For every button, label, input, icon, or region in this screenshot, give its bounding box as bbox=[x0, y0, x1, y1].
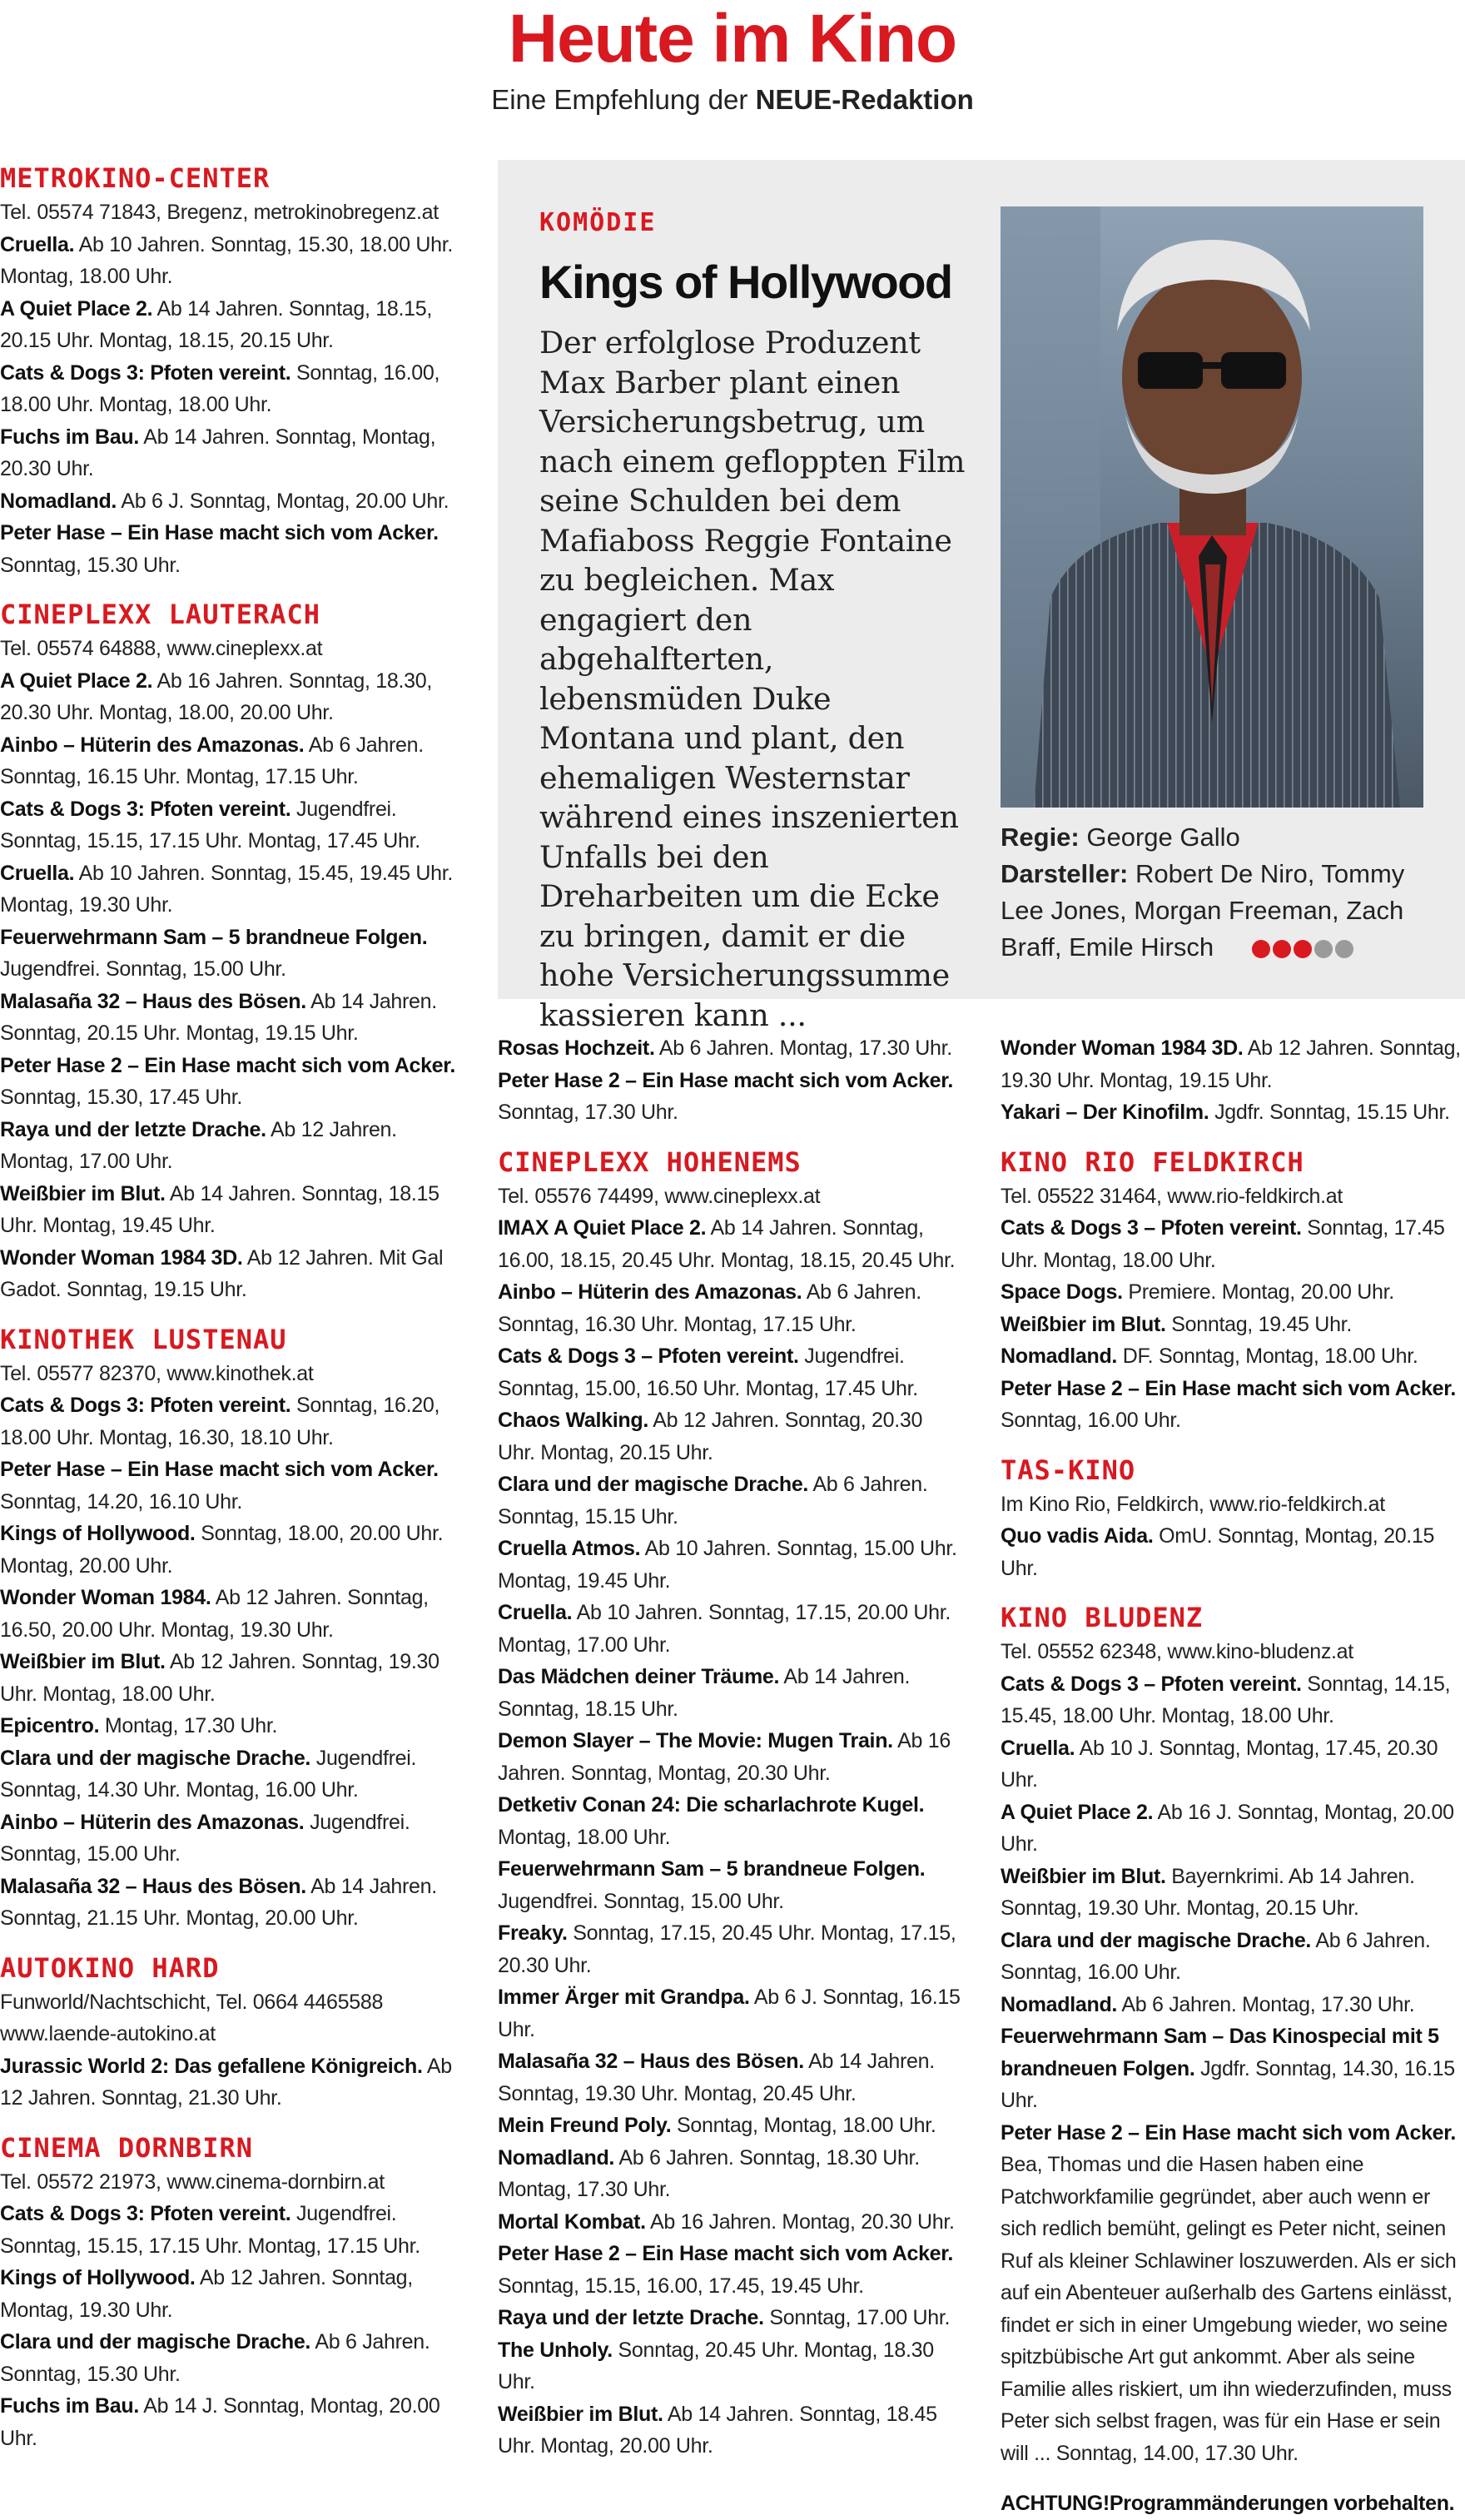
film-listing bbox=[0, 1114, 466, 1178]
film-details: Ab 12 Jahren. Sonntag, Montag, 19.30 Uhr. bbox=[0, 2266, 413, 2322]
film-title: Ainbo – Hüterin des Amazonas. bbox=[0, 733, 305, 757]
film-details: Ab 6 Jahren. Sonntag, 16.30 Uhr. Montag, 17.15 Uhr. bbox=[498, 1280, 921, 1336]
film-title: Quo vadis Aida. bbox=[1001, 1524, 1154, 1548]
film-listing bbox=[498, 2334, 964, 2398]
film-details: Sonntag, 17.30 Uhr. bbox=[498, 1101, 678, 1124]
film-title: Wonder Woman 1984 3D. bbox=[0, 1245, 243, 1270]
film-details: Jgdfr. Sonntag, 15.15 Uhr. bbox=[1209, 1101, 1450, 1124]
film-details: Ab 12 Jahren. Sonntag, 19.30 Uhr. Montag, 19.15 Uhr. bbox=[1001, 1036, 1461, 1092]
film-details: Ab 10 Jahren. Sonntag, 15.30, 18.00 Uhr. Montag, 18.00 Uhr. bbox=[0, 232, 454, 288]
film-title: Clara und der magische Drache. bbox=[1001, 1928, 1312, 1952]
film-listing bbox=[498, 2302, 964, 2334]
film-details: Ab 6 Jahren. Sonntag, 18.30 Uhr. Montag, 17.30 Uhr. bbox=[498, 2145, 920, 2201]
film-title: Peter Hase 2 – Ein Hase macht sich vom Acker. bbox=[1001, 2120, 1456, 2145]
film-listing bbox=[498, 1661, 964, 1725]
film-title: The Unholy. bbox=[498, 2338, 613, 2362]
film-listing bbox=[0, 485, 466, 518]
film-listing bbox=[1001, 1032, 1465, 1096]
cinema-contact: Im Kino Rio, Feldkirch, www.rio-feldkirch.at bbox=[1001, 1492, 1385, 1516]
cast-label: Darsteller: bbox=[1001, 859, 1129, 888]
cinema-contact: Tel. 05576 74499, www.cineplexx.at bbox=[498, 1184, 821, 1208]
rating-dot-filled bbox=[1252, 940, 1270, 958]
film-listing bbox=[0, 229, 466, 293]
film-listing bbox=[498, 2045, 964, 2110]
film-details: Sonntag, 16.00 Uhr. bbox=[1001, 1409, 1181, 1432]
film-listing bbox=[1001, 1732, 1465, 1797]
actor-photo-illustration bbox=[1001, 206, 1423, 808]
film-title: Malasaña 32 – Haus des Bösen. bbox=[498, 2050, 804, 2073]
film-details: Sonntag, 15.30 Uhr. bbox=[0, 553, 181, 577]
film-listing bbox=[498, 2206, 964, 2239]
film-details: Jugendfrei. Sonntag, 15.15, 17.15 Uhr. Montag, 17.45 Uhr. bbox=[0, 797, 420, 852]
program-change-notice: ACHTUNG!Programmänderungen vorbehalten. bbox=[1001, 2492, 1455, 2515]
film-listing bbox=[498, 1212, 964, 1276]
film-title: Weißbier im Blut. bbox=[498, 2402, 663, 2426]
film-listing bbox=[0, 1518, 466, 1582]
film-listing bbox=[0, 2050, 466, 2115]
listing-column-1 bbox=[0, 160, 466, 2454]
film-listing bbox=[1001, 1373, 1465, 1437]
film-listing bbox=[0, 357, 466, 421]
film-listing bbox=[498, 1404, 964, 1469]
rating-dot-empty bbox=[1335, 940, 1353, 958]
film-listing bbox=[1001, 1340, 1465, 1373]
film-title: Peter Hase 2 – Ein Hase macht sich vom Acker. bbox=[498, 1068, 953, 1092]
film-title: Peter Hase 2 – Ein Hase macht sich vom Acker. bbox=[1001, 1376, 1456, 1400]
film-details: Ab 16 J. Sonntag, Montag, 20.00 Uhr. bbox=[1001, 1800, 1454, 1856]
film-details: Ab 14 Jahren. Sonntag, 18.15 Uhr. bbox=[498, 1665, 911, 1721]
film-title: Chaos Walking. bbox=[498, 1409, 649, 1432]
film-details: Montag, 17.30 Uhr. bbox=[99, 1714, 278, 1737]
film-title: Weißbier im Blut. bbox=[1001, 1864, 1166, 1888]
film-details: Ab 6 J. Sonntag, 16.15 Uhr. bbox=[498, 1986, 961, 2041]
film-title: A Quiet Place 2. bbox=[0, 669, 153, 693]
film-details: Ab 14 Jahren. Sonntag, 21.15 Uhr. Montag, 20.00 Uhr. bbox=[0, 1874, 437, 1930]
film-listing bbox=[1001, 1309, 1465, 1341]
film-title: Raya und der letzte Drache. bbox=[498, 2306, 764, 2329]
film-title: Weißbier im Blut. bbox=[0, 1181, 166, 1205]
film-details: Montag, 18.00 Uhr. bbox=[498, 1825, 671, 1849]
film-details: Ab 14 Jahren. Sonntag, 20.15 Uhr. Montag, 19.15 Uhr. bbox=[0, 989, 437, 1045]
film-title: Cats & Dogs 3: Pfoten vereint. bbox=[0, 797, 291, 821]
film-listing bbox=[0, 729, 466, 793]
film-details: Jgdfr. Sonntag, 14.30, 16.15 Uhr. bbox=[1001, 2056, 1455, 2112]
film-listing bbox=[0, 1582, 466, 1646]
film-details: Ab 12 Jahren. Sonntag, 19.30 Uhr. Montag, 18.00 Uhr. bbox=[0, 1650, 440, 1706]
film-title: Malasaña 32 – Haus des Bösen. bbox=[0, 989, 306, 1013]
film-listing bbox=[498, 2110, 964, 2142]
film-details: Jugendfrei. Sonntag, 14.30 Uhr. Montag, 16.00 Uhr. bbox=[0, 1746, 417, 1802]
film-title: Peter Hase – Ein Hase macht sich vom Acker. bbox=[0, 1458, 439, 1481]
film-title: Epicentro. bbox=[0, 1714, 100, 1737]
film-title: Nomadland. bbox=[0, 489, 117, 513]
film-listing bbox=[0, 1178, 466, 1242]
film-listing bbox=[1001, 1668, 1465, 1732]
film-details: Ab 14 Jahren. Sonntag, Montag, 20.30 Uhr. bbox=[0, 425, 436, 480]
film-listing bbox=[498, 1917, 964, 1981]
film-title: Feuerwehrmann Sam – 5 brandneue Folgen. bbox=[0, 925, 428, 949]
film-listing bbox=[0, 793, 466, 857]
film-details: Ab 14 Jahren. Sonntag, 18.15 Uhr. Montag, 19.45 Uhr. bbox=[0, 1181, 440, 1237]
film-title: Ainbo – Hüterin des Amazonas. bbox=[498, 1280, 802, 1304]
film-title: Demon Slayer – The Movie: Mugen Train. bbox=[498, 1729, 893, 1752]
cinema-heading-cinema-dornbirn: CINEMA DORNBIRN bbox=[0, 2131, 253, 2164]
film-listing bbox=[498, 2398, 964, 2463]
film-listing bbox=[498, 1597, 964, 1661]
film-title: Jurassic World 2: Das gefallene Königreich. bbox=[0, 2054, 423, 2078]
cinema-contact: Tel. 05522 31464, www.rio-feldkirch.at bbox=[1001, 1184, 1343, 1208]
film-title: Malasaña 32 – Haus des Bösen. bbox=[0, 1874, 306, 1898]
film-title: Space Dogs. bbox=[1001, 1280, 1123, 1304]
film-listing bbox=[0, 1050, 466, 1114]
film-listing bbox=[0, 421, 466, 485]
film-listing bbox=[0, 1710, 466, 1742]
cinema-heading-autokino-hard: AUTOKINO HARD bbox=[0, 1951, 220, 1984]
listing-column-2 bbox=[498, 1032, 964, 2463]
film-title: Peter Hase 2 – Ein Hase macht sich vom Acker. bbox=[0, 1053, 455, 1077]
cinema-contact: Tel. 05574 64888, www.cineplexx.at bbox=[0, 637, 323, 660]
film-title: Yakari – Der Kinofilm. bbox=[1001, 1101, 1209, 1124]
film-title: Freaky. bbox=[498, 1921, 568, 1945]
film-details: Sonntag, 17.15, 20.45 Uhr. Montag, 17.15, 20.30 Uhr. bbox=[498, 1921, 956, 1977]
film-listing bbox=[0, 1742, 466, 1807]
feature-synopsis: Der erfolglose Produzent Max Barber plant einen Versicherungsbetrug, um nach einem gefloppten Film seine Schulden bei dem Mafiaboss Reggie Fontaine zu begleichen. Max engagiert den abgehalfterten, lebensmüden Duke Montana und plant, den ehemaligen Westernstar während eines inszenierten Unfalls bei den Dreharbeiten um die Ecke zu bringen, damit er die hohe Versicherungssumme kassieren kann ... bbox=[539, 325, 966, 1033]
film-title: Wonder Woman 1984. bbox=[0, 1586, 211, 1609]
subtitle-prefix: Eine Empfehlung der bbox=[491, 84, 756, 115]
cinema-heading-cineplexx-hohenems: CINEPLEXX HOHENEMS bbox=[498, 1146, 802, 1178]
film-title: A Quiet Place 2. bbox=[0, 296, 153, 321]
film-listing bbox=[498, 2238, 964, 2302]
film-details: Ab 16 Jahren. Sonntag, 18.30, 20.30 Uhr. Montag, 18.00, 20.00 Uhr. bbox=[0, 669, 432, 724]
film-title: Weißbier im Blut. bbox=[1001, 1312, 1166, 1336]
film-title: Clara und der magische Drache. bbox=[0, 1746, 311, 1770]
cinema-heading-kinothek-lustenau: KINOTHEK LUSTENAU bbox=[0, 1323, 287, 1355]
film-listing bbox=[498, 1853, 964, 1917]
film-details: Ab 14 Jahren. Sonntag, 19.30 Uhr. Montag, 20.45 Uhr. bbox=[498, 2050, 935, 2105]
film-details: Ab 10 Jahren. Sonntag, 15.45, 19.45 Uhr. Montag, 19.30 Uhr. bbox=[0, 861, 454, 917]
film-details: Ab 6 J. Sonntag, Montag, 20.00 Uhr. bbox=[117, 489, 449, 513]
film-listing bbox=[1001, 2117, 1465, 2470]
film-title: Cruella. bbox=[1001, 1736, 1075, 1760]
film-listing bbox=[0, 2390, 466, 2454]
film-listing bbox=[0, 293, 466, 357]
film-title: Peter Hase – Ein Hase macht sich vom Acker. bbox=[0, 521, 439, 544]
film-listing bbox=[0, 2326, 466, 2390]
film-details: Ab 14 Jahren. Sonntag, 18.15, 20.15 Uhr. Montag, 18.15, 20.15 Uhr. bbox=[0, 296, 432, 352]
film-details: Sonntag, Montag, 18.00 Uhr. bbox=[671, 2114, 936, 2137]
film-listing bbox=[0, 517, 466, 581]
film-details: Ab 16 Jahren. Montag, 20.30 Uhr. bbox=[645, 2209, 955, 2234]
film-details: Sonntag, 14.20, 16.10 Uhr. bbox=[0, 1489, 243, 1513]
film-details: Sonntag, 19.45 Uhr. bbox=[1165, 1312, 1352, 1336]
film-listing bbox=[1001, 1520, 1465, 1584]
film-details: Sonntag, 16.00, 18.00 Uhr. Montag, 18.00 Uhr. bbox=[0, 360, 440, 416]
film-listing bbox=[498, 1032, 964, 1065]
film-details: Bea, Thomas und die Hasen haben eine Patchworkfamilie gegründet, aber auch wenn er sich redlich bemüht, gelingt es Peter nicht, seinen Ruf als kleiner Schlawiner loszuwerden. Als er sich auf ein Abenteuer außerhalb des Gartens einlässt, findet er sich in einer Umgebung wieder, wo seine spitzbübische Art gut ankommt. Aber als seine Familie alles riskiert, um ihn wiederzufinden, muss Peter sich selbst fragen, was für ein Hase er sein will ... Sonntag, 14.00, 17.30 Uhr. bbox=[1001, 2153, 1457, 2465]
film-listing bbox=[0, 1242, 466, 1306]
film-title: Clara und der magische Drache. bbox=[498, 1473, 809, 1496]
film-listing bbox=[498, 1469, 964, 1533]
film-title: Cats & Dogs 3 – Pfoten vereint. bbox=[498, 1344, 799, 1368]
film-title: Cats & Dogs 3 – Pfoten vereint. bbox=[1001, 1216, 1302, 1240]
film-listing bbox=[1001, 1276, 1465, 1309]
film-listing bbox=[0, 665, 466, 729]
film-details: Ab 12 Jahren. Sonntag, 16.50, 20.00 Uhr. Montag, 19.30 Uhr. bbox=[0, 1586, 429, 1642]
rating-dot-filled bbox=[1273, 940, 1291, 958]
film-title: Cats & Dogs 3: Pfoten vereint. bbox=[0, 2202, 291, 2225]
film-title: Ainbo – Hüterin des Amazonas. bbox=[0, 1810, 305, 1834]
film-title: Rosas Hochzeit. bbox=[498, 1036, 655, 1060]
film-title: Cats & Dogs 3: Pfoten vereint. bbox=[0, 360, 291, 385]
film-details: Sonntag, 15.15, 16.00, 17.45, 19.45 Uhr. bbox=[498, 2274, 864, 2298]
film-title: Feuerwehrmann Sam – Das Kinospecial mit 5 brandneuen Folgen. bbox=[1001, 2025, 1439, 2080]
film-listing bbox=[0, 1454, 466, 1518]
film-title: Feuerwehrmann Sam – 5 brandneue Folgen. bbox=[498, 1857, 926, 1881]
film-details: Ab 14 Jahren. Sonntag, 18.45 Uhr. Montag, 20.00 Uhr. bbox=[498, 2402, 937, 2458]
film-details: Sonntag, 17.00 Uhr. bbox=[763, 2306, 951, 2329]
film-details: Jugendfrei. Sonntag, 15.00 Uhr. bbox=[498, 1889, 784, 1913]
film-title: Raya und der letzte Drache. bbox=[0, 1117, 266, 1141]
film-listing bbox=[1001, 1797, 1465, 1861]
cast-names: Robert De Niro, Tommy Lee Jones, Morgan Freeman, Zach Braff, Emile Hirsch bbox=[1001, 859, 1405, 962]
film-details: Ab 16 Jahren. Sonntag, Montag, 20.30 Uhr. bbox=[498, 1729, 951, 1785]
film-title: Kings of Hollywood. bbox=[0, 2266, 196, 2289]
film-details: Ab 6 Jahren. Montag, 17.30 Uhr. bbox=[654, 1036, 952, 1060]
film-title: Fuchs im Bau. bbox=[0, 2394, 139, 2418]
film-listing bbox=[0, 2198, 466, 2262]
film-title: Cats & Dogs 3 – Pfoten vereint. bbox=[1001, 1672, 1302, 1696]
film-title: IMAX A Quiet Place 2. bbox=[498, 1216, 707, 1240]
film-details: Ab 10 Jahren. Sonntag, 15.00 Uhr. Montag, 19.45 Uhr. bbox=[498, 1537, 957, 1593]
film-listing bbox=[0, 1389, 466, 1454]
film-listing bbox=[498, 1981, 964, 2045]
film-title: Kings of Hollywood. bbox=[0, 1522, 196, 1545]
film-title: Detketiv Conan 24: Die scharlachrote Kugel. bbox=[498, 1793, 925, 1817]
director-label: Regie: bbox=[1001, 823, 1080, 852]
film-details: Jugendfrei. Sonntag, 15.00 Uhr. bbox=[0, 1810, 410, 1866]
film-listing bbox=[498, 1065, 964, 1129]
film-listing bbox=[1001, 1212, 1465, 1276]
film-details: DF. Sonntag, Montag, 18.00 Uhr. bbox=[1117, 1344, 1418, 1368]
film-listing bbox=[0, 1871, 466, 1935]
film-title: Cruella. bbox=[0, 232, 75, 256]
film-title: Clara und der magische Drache. bbox=[0, 2330, 311, 2353]
film-title: Cruella. bbox=[498, 1601, 573, 1624]
page-subtitle bbox=[0, 82, 1465, 118]
film-listing bbox=[498, 1340, 964, 1404]
film-listing bbox=[498, 1725, 964, 1789]
film-title: Fuchs im Bau. bbox=[0, 425, 139, 449]
film-title: Peter Hase 2 – Ein Hase macht sich vom Acker. bbox=[498, 2242, 953, 2265]
film-details: Ab 10 J. Sonntag, Montag, 17.45, 20.30 Uhr. bbox=[1001, 1736, 1438, 1792]
film-listing bbox=[498, 1533, 964, 1597]
film-listing bbox=[0, 922, 466, 986]
film-title: Nomadland. bbox=[1001, 1992, 1118, 2016]
subtitle-brand: NEUE-Redaktion bbox=[755, 84, 974, 115]
masthead bbox=[0, 0, 1465, 118]
film-details: Ab 12 Jahren. Mit Gal Gadot. Sonntag, 19.15 Uhr. bbox=[0, 1245, 444, 1301]
film-title: Cats & Dogs 3: Pfoten vereint. bbox=[0, 1394, 291, 1417]
film-title: Mortal Kombat. bbox=[498, 2209, 646, 2234]
cinema-heading-metrokino-center: METROKINO-CENTER bbox=[0, 162, 271, 194]
film-details: Ab 12 Jahren. Sonntag, 20.30 Uhr. Montag, 20.15 Uhr. bbox=[498, 1409, 923, 1464]
cast-line bbox=[1001, 856, 1433, 966]
film-listing bbox=[0, 857, 466, 922]
film-details: Premiere. Montag, 20.00 Uhr. bbox=[1122, 1280, 1394, 1304]
film-listing bbox=[0, 986, 466, 1050]
feature-credits bbox=[1001, 819, 1433, 966]
film-listing bbox=[498, 1789, 964, 1853]
film-details: Jugendfrei. Sonntag, 15.15, 17.15 Uhr. Montag, 17.15 Uhr. bbox=[0, 2202, 420, 2258]
film-details: Ab 6 Jahren. Sonntag, 16.15 Uhr. Montag, 17.15 Uhr. bbox=[0, 733, 424, 788]
film-details: Ab 14 J. Sonntag, Montag, 20.00 Uhr. bbox=[0, 2394, 440, 2450]
film-title: Mein Freund Poly. bbox=[498, 2114, 672, 2137]
film-listing bbox=[1001, 1925, 1465, 1989]
cinema-heading-kino-rio-feldkirch: KINO RIO FELDKIRCH bbox=[1001, 1146, 1304, 1178]
film-details: Sonntag, 20.45 Uhr. Montag, 18.30 Uhr. bbox=[498, 2338, 934, 2393]
cinema-heading-cineplexx-lauterach: CINEPLEXX LAUTERACH bbox=[0, 599, 321, 630]
page-title: Heute im Kino bbox=[508, 1, 957, 77]
film-listing bbox=[1001, 1096, 1465, 1129]
film-details: Sonntag, 15.30, 17.45 Uhr. bbox=[0, 1086, 243, 1109]
cinema-contact: Tel. 05574 71843, Bregenz, metrokinobregenz.at bbox=[0, 201, 439, 224]
feature-genre: KOMÖDIE bbox=[539, 208, 657, 237]
film-title: Nomadland. bbox=[498, 2145, 615, 2170]
feature-photo bbox=[1001, 206, 1423, 808]
film-title: A Quiet Place 2. bbox=[1001, 1800, 1154, 1824]
rating-dot-empty bbox=[1314, 940, 1333, 958]
director-line bbox=[1001, 819, 1433, 856]
feature-title: Kings of Hollywood bbox=[539, 256, 952, 308]
film-details: Sonntag, 16.20, 18.00 Uhr. Montag, 16.30, 18.10 Uhr. bbox=[0, 1394, 440, 1449]
film-title: Cruella. bbox=[0, 861, 75, 885]
cinema-contact: Tel. 05572 21973, www.cinema-dornbirn.at bbox=[0, 2170, 385, 2194]
film-details: Ab 12 Jahren. Montag, 17.00 Uhr. bbox=[0, 1117, 397, 1173]
cinema-contact: Tel. 05577 82370, www.kinothek.at bbox=[0, 1361, 314, 1385]
film-title: Immer Ärger mit Grandpa. bbox=[498, 1986, 750, 2009]
film-details: Ab 6 Jahren. Montag, 17.30 Uhr. bbox=[1117, 1992, 1415, 2016]
film-listing bbox=[1001, 1989, 1465, 2021]
film-details: Jugendfrei. Sonntag, 15.00, 16.50 Uhr. Montag, 17.45 Uhr. bbox=[498, 1344, 918, 1400]
film-title: Das Mädchen deiner Träume. bbox=[498, 1665, 780, 1688]
film-details: Ab 6 Jahren. Sonntag, 15.15 Uhr. bbox=[498, 1473, 928, 1528]
film-title: Weißbier im Blut. bbox=[0, 1650, 166, 1673]
listing-column-3 bbox=[1001, 1032, 1465, 2520]
film-listing bbox=[1001, 1861, 1465, 1925]
film-listing bbox=[0, 1646, 466, 1710]
cinema-heading-tas-kino: TAS-KINO bbox=[1001, 1454, 1136, 1486]
film-details: Sonntag, 17.45 Uhr. Montag, 18.00 Uhr. bbox=[1001, 1216, 1445, 1272]
film-title: Cruella Atmos. bbox=[498, 1537, 641, 1560]
cinema-contact: Funworld/Nachtschicht, Tel. 0664 4465588 www.laende-autokino.at bbox=[0, 1990, 384, 2045]
rating-dot-filled bbox=[1294, 940, 1312, 958]
film-details: Ab 14 Jahren. Sonntag, 16.00, 18.15, 20.45 Uhr. Montag, 18.15, 20.45 Uhr. bbox=[498, 1216, 956, 1272]
film-listing bbox=[0, 2262, 466, 2326]
film-listing bbox=[498, 2142, 964, 2206]
film-details: Sonntag, 14.15, 15.45, 18.00 Uhr. Montag, 18.00 Uhr. bbox=[1001, 1672, 1451, 1727]
film-listing bbox=[1001, 2020, 1465, 2117]
film-listing bbox=[498, 1276, 964, 1340]
cinema-contact: Tel. 05552 62348, www.kino-bludenz.at bbox=[1001, 1640, 1353, 1663]
rating-dots bbox=[1252, 940, 1353, 958]
film-details: Ab 6 Jahren. Sonntag, 15.30 Uhr. bbox=[0, 2330, 430, 2386]
film-details: Ab 10 Jahren. Sonntag, 17.15, 20.00 Uhr. Montag, 17.00 Uhr. bbox=[498, 1601, 951, 1657]
film-details: Jugendfrei. Sonntag, 15.00 Uhr. bbox=[0, 957, 286, 981]
film-listing bbox=[0, 1807, 466, 1871]
film-details: Ab 6 Jahren. Sonntag, 16.00 Uhr. bbox=[1001, 1928, 1431, 1984]
film-title: Nomadland. bbox=[1001, 1344, 1118, 1368]
film-details: Sonntag, 18.00, 20.00 Uhr. Montag, 20.00 Uhr. bbox=[0, 1522, 444, 1578]
director-name: George Gallo bbox=[1086, 823, 1240, 852]
film-details: OmU. Sonntag, Montag, 20.15 Uhr. bbox=[1001, 1524, 1435, 1580]
film-details: Ab 12 Jahren. Sonntag, 21.30 Uhr. bbox=[0, 2054, 452, 2110]
cinema-heading-kino-bludenz: KINO BLUDENZ bbox=[1001, 1602, 1204, 1633]
film-details: Bayernkrimi. Ab 14 Jahren. Sonntag, 19.30 Uhr. Montag, 20.15 Uhr. bbox=[1001, 1864, 1415, 1920]
film-title: Wonder Woman 1984 3D. bbox=[1001, 1036, 1244, 1060]
